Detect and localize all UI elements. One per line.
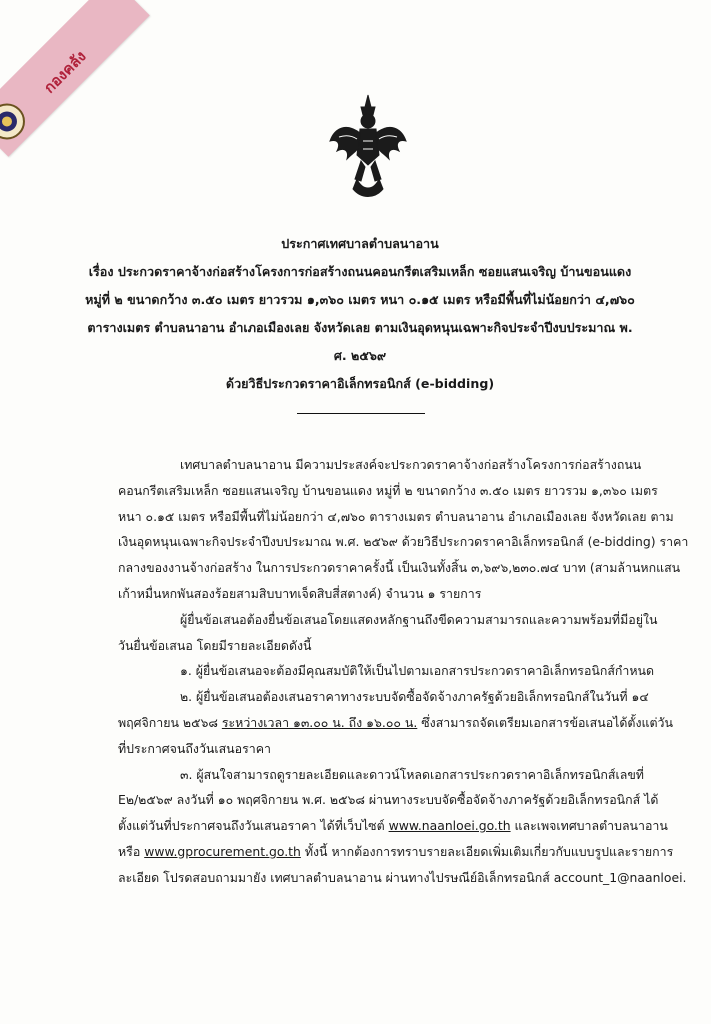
body-line: หนา ๐.๑๕ เมตร หรือมีพื้นที่ไม่น้อยกว่า ๔,๗๖๐ ตารางเมตร ตำบลนาอาน อำเภอเมืองเลย จังหวัดเลย ตาม	[118, 508, 674, 524]
body-line: กลางของงานจ้างก่อสร้าง ในการประกวดราคาครั้งนี้ เป็นเงินทั้งสิ้น ๓,๖๙๖,๒๓๐.๗๔ บาท (สามล้านหกแสน	[118, 560, 681, 576]
divider	[297, 413, 425, 414]
subject-line: เรื่อง ประกวดราคาจ้างก่อสร้างโครงการก่อสร้างถนนคอนกรีตเสริมเหล็ก ซอยแสนเจริญ บ้านขอนแดง	[88, 264, 632, 279]
download-item-line: E๒/๒๕๖๙ ลงวันที่ ๑๐ พฤศจิกายน พ.ศ. ๒๕๖๘ ผ่านทางระบบจัดซื้อจัดจ้างภาครัฐด้วยอิเล็กทรอนิกส์ ได้	[118, 792, 659, 808]
body-line: ผู้ยื่นข้อเสนอต้องยื่นข้อเสนอโดยแสดงหลักฐานถึงขีดความสามารถและความพร้อมที่มีอยู่ใน	[180, 611, 658, 627]
garuda-emblem-icon	[327, 93, 409, 201]
gprocurement-website-link[interactable]: www.gprocurement.go.th	[144, 843, 301, 859]
bid-item-line: ที่ประกาศจนถึงวันเสนอราคา	[118, 740, 271, 756]
download-item-line	[118, 813, 668, 839]
body-line: เงินอุดหนุนเฉพาะกิจประจำปีงบประมาณ พ.ศ. ๒๕๖๙ ด้วยวิธีประกวดราคาอิเล็กทรอนิกส์ (e-bidding) ราคา	[118, 534, 689, 550]
bid-item-line	[118, 710, 673, 736]
body-line: เก้าหมื่นหกพันสองร้อยสามสิบบาทเจ็ดสิบสี่สตางค์) จำนวน ๑ รายการ	[118, 585, 482, 601]
download-text: หรือ	[118, 843, 145, 859]
bid-prep-text: ซึ่งสามารถจัดเตรียมเอกสารข้อเสนอได้ตั้งแต่วัน	[417, 714, 673, 730]
subject-line: ด้วยวิธีประกวดราคาอิเล็กทรอนิกส์ (e-bidding)	[225, 376, 495, 391]
download-text: ตั้งแต่วันที่ประกาศจนถึงวันเสนอราคา ได้ที่เว็บไซต์	[118, 818, 389, 834]
subject-line: ตารางเมตร ตำบลนาอาน อำเภอเมืองเลย จังหวัดเลย ตามเงินอุดหนุนเฉพาะกิจประจำปีงบประมาณ พ.	[87, 320, 633, 335]
body-line: วันยื่นข้อเสนอ โดยมีรายละเอียดดังนี้	[118, 637, 312, 653]
download-text: และเพจเทศบาลตำบลนาอาน	[510, 818, 668, 834]
download-text: ทั้งนี้ หากต้องการทราบรายละเอียดเพิ่มเติมเกี่ยวกับแบบรูปและรายการ	[300, 843, 674, 859]
download-item-line: ละเอียด โปรดสอบถามมายัง เทศบาลตำบลนาอาน ผ่านทางไปรษณีย์อิเล็กทรอนิกส์ account_1@naanloei.	[118, 869, 687, 885]
qualification-item: ๑. ผู้ยื่นข้อเสนอจะต้องมีคุณสมบัติให้เป็นไปตามเอกสารประกวดราคาอิเล็กทรอนิกส์กำหนด	[180, 663, 655, 679]
naanloei-website-link[interactable]: www.naanloei.go.th	[388, 818, 511, 834]
announcement-body	[118, 452, 689, 891]
bid-time: ระหว่างเวลา ๑๓.๐๐ น. ถึง ๑๖.๐๐ น.	[221, 714, 418, 730]
subject-line: ศ. ๒๕๖๙	[333, 348, 387, 363]
announcement-org: ประกาศเทศบาลตำบลนาอาน	[281, 236, 439, 251]
announcement-header	[60, 230, 660, 398]
subject-line: หมู่ที่ ๒ ขนาดกว้าง ๓.๕๐ เมตร ยาวรวม ๑,๓๖๐ เมตร หนา ๐.๑๕ เมตร หรือมีพื้นที่ไม่น้อยกว่า ๔,๗๖๐	[85, 292, 635, 307]
download-item-line	[118, 839, 674, 865]
stamp-label: กองคลัง	[40, 47, 90, 97]
download-item-line: ๓. ผู้สนใจสามารถดูรายละเอียดและดาวน์โหลดเอกสารประกวดราคาอิเล็กทรอนิกส์เลขที่	[180, 766, 644, 782]
bid-item-line: ๒. ผู้ยื่นข้อเสนอต้องเสนอราคาทางระบบจัดซื้อจัดจ้างภาครัฐด้วยอิเล็กทรอนิกส์ในวันที่ ๑๔	[180, 689, 649, 705]
body-line: คอนกรีตเสริมเหล็ก ซอยแสนเจริญ บ้านขอนแดง หมู่ที่ ๒ ขนาดกว้าง ๓.๕๐ เมตร ยาวรวม ๑,๓๖๐ เมตร	[118, 482, 658, 498]
department-stamp	[0, 0, 150, 157]
body-line: เทศบาลตำบลนาอาน มีความประสงค์จะประกวดราคาจ้างก่อสร้างโครงการก่อสร้างถนน	[180, 457, 642, 472]
bid-date: พฤศจิกายน ๒๕๖๘	[118, 714, 222, 730]
